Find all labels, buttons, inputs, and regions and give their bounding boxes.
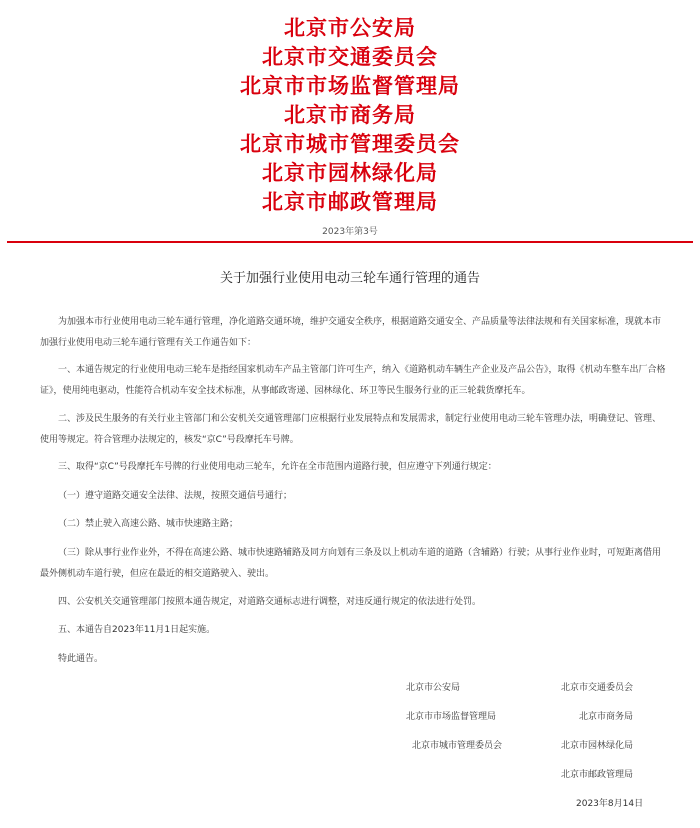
notice-title: 关于加强行业使用电动三轮车通行管理的通告 xyxy=(219,271,480,286)
signature-issuer: 北京市邮政管理局 xyxy=(561,770,634,780)
issuer-name: 北京市商务局 xyxy=(284,103,416,127)
paragraph-item-1: 一、本通告规定的行业使用电动三轮车是指经国家机动车产品主管部门许可生产，纳入《道路机动车辆生产企业及产品公告》，取得《机动车整车出厂合格证》，使用纯电驱动，性能符合机动车安全技术标准，从事邮政寄递、园林绿化、环卫等民生服务行业的正三轮载货摩托车。 xyxy=(40,365,666,396)
issuer-name: 北京市公安局 xyxy=(284,16,416,40)
paragraph-item-2: 二、涉及民生服务的有关行业主管部门和公安机关交通管理部门应根据行业发展特点和发展需求，制定行业使用电动三轮车管理办法，明确登记、管理、使用等规定。符合管理办法规定的，核发“京C”号段摩托车号牌。 xyxy=(40,414,662,445)
signature-issuer: 北京市公安局 xyxy=(406,683,461,693)
paragraph-closing: 特此通告。 xyxy=(58,654,104,664)
signature-issuer: 北京市园林绿化局 xyxy=(561,741,634,751)
paragraph-rule-3: （三）除从事行业作业外，不得在高速公路、城市快速路辅路及同方向划有三条及以上机动车道的道路（含辅路）行驶；从事行业作业时，可短距离借用最外侧机动车道行驶，但应在最近的相交道路驶入、驶出。 xyxy=(40,548,662,579)
issuer-name: 北京市市场监督管理局 xyxy=(240,74,460,98)
document-number: 2023年第3号 xyxy=(322,227,378,237)
paragraph-item-4: 四、公安机关交通管理部门按照本通告规定，对道路交通标志进行调整，对违反通行规定的依法进行处罚。 xyxy=(58,597,482,607)
paragraph-item-5: 五、本通告自2023年11月1日起实施。 xyxy=(58,625,216,635)
issuer-name: 北京市园林绿化局 xyxy=(262,161,438,185)
paragraph-rule-2: （二）禁止驶入高速公路、城市快速路主路； xyxy=(58,519,239,529)
paragraph-intro: 为加强本市行业使用电动三轮车通行管理，净化道路交通环境，维护交通安全秩序，根据道路交通安全、产品质量等法律法规和有关国家标准，现就本市加强行业使用电动三轮车通行管理有关工作通告如下： xyxy=(40,317,662,348)
signature-issuer: 北京市商务局 xyxy=(579,712,634,722)
issuer-name: 北京市城市管理委员会 xyxy=(240,132,460,156)
signature-date: 2023年8月14日 xyxy=(576,799,644,809)
paragraph-rule-1: （一）遵守道路交通安全法律、法规，按照交通信号通行； xyxy=(58,491,293,501)
issuer-name: 北京市交通委员会 xyxy=(262,45,438,69)
issuer-name: 北京市邮政管理局 xyxy=(262,190,438,214)
issuer-header xyxy=(0,14,700,217)
paragraph-item-3: 三、取得“京C”号段摩托车号牌的行业使用电动三轮车，允许在全市范围内道路行驶，但应遵守下列通行规定： xyxy=(58,462,497,472)
signature-issuer: 北京市市场监督管理局 xyxy=(406,712,497,722)
red-divider-line xyxy=(7,241,693,243)
signature-issuer: 北京市城市管理委员会 xyxy=(412,741,503,751)
signature-issuer: 北京市交通委员会 xyxy=(561,683,634,693)
